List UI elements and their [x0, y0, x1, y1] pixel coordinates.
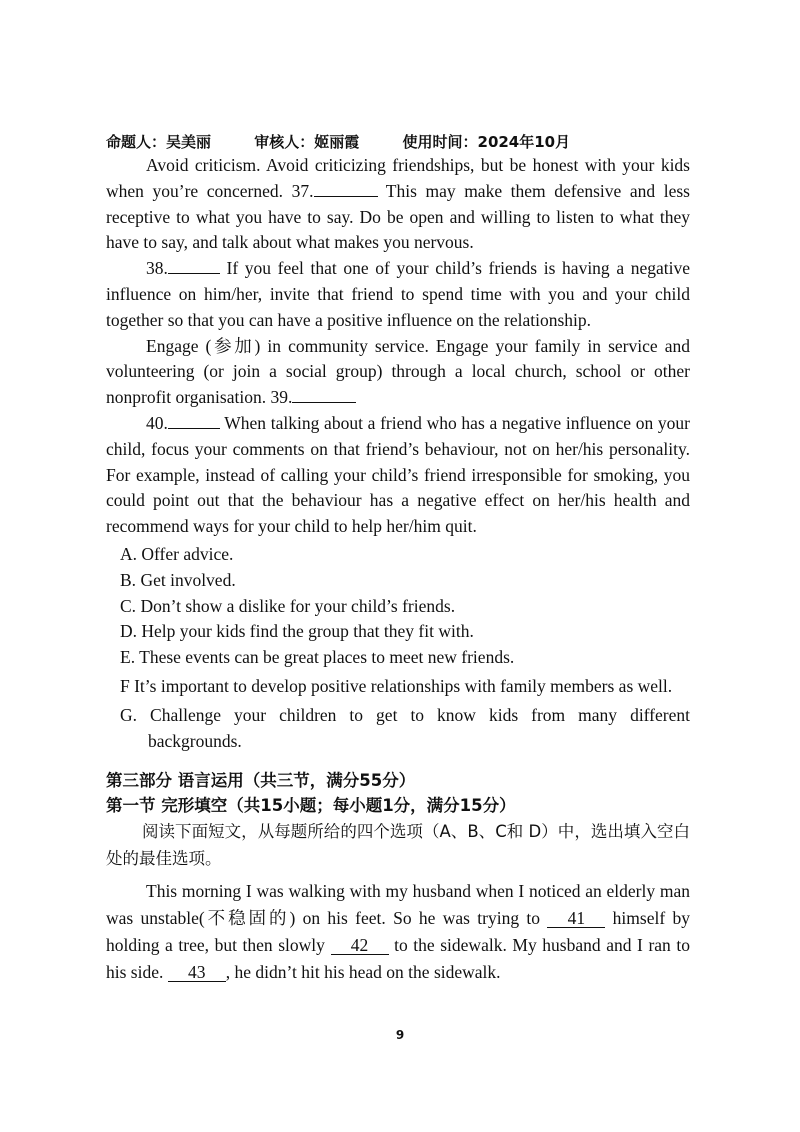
page-number: 9 [395, 1028, 405, 1042]
option-d: D. Help your kids find the group that they fit with. [120, 621, 474, 642]
option-b: B. Get involved. [120, 569, 236, 590]
answer-blank-38[interactable] [168, 257, 220, 274]
option-c: C. Don’t show a dislike for your child’s friends. [120, 595, 456, 616]
exam-header [106, 131, 706, 152]
paragraph-40: 40. When talking about a friend who has a negative influence on your child, focus your comments on that friend’s behaviour, not on her/his personality. For example, instead of calling your child’s friend irresponsible for smoking, you could point out that the behaviour has a negative effect on her/his health and recommend ways for your child to help her/him quit. [106, 412, 690, 537]
answer-blank-37[interactable] [314, 180, 378, 197]
answer-blank-39[interactable] [292, 386, 356, 403]
section-subtitle: 第一节 完形填空（共15小题；每小题1分，满分15分） [106, 796, 516, 816]
option-f: F It’s important to develop positive relationships with family members as well. [120, 675, 673, 696]
cloze-passage: This morning I was walking with my husband when I noticed an elderly man was unstable(不稳固的) on his feet. So he was trying to 41 himself by holding a tree, but then slowly 42 to the sidewalk. My husband and I ran to his side. 43 , he didn’t hit his head on the sidewalk. [106, 881, 691, 983]
option-a: A. Offer advice. [120, 543, 234, 564]
header-date: 使用时间：2024年10月 [402, 133, 571, 151]
page-content [106, 153, 690, 986]
section-instruction: 阅读下面短文，从每题所给的四个选项（A、B、C和 D）中，选出填入空白处的最佳选项。 [106, 822, 690, 869]
header-reviewer: 审核人：姬丽霞 [254, 133, 360, 151]
paragraph-39: Engage (参加) in community service. Engage your family in service and volunteering (or join a social group) through a local church, school or other nonprofit organisation. 39. [106, 335, 690, 408]
paragraph-38: 38. If you feel that one of your child’s friends is having a negative influence on him/her, invite that friend to spend time with you and your child together so that you can have a positive influence on the relationship. [106, 258, 690, 330]
option-list [106, 542, 690, 754]
answer-blank-40[interactable] [168, 412, 220, 429]
section-title: 第三部分 语言运用（共三节，满分55分） [106, 771, 416, 791]
cloze-blank-43[interactable]: 43 [168, 963, 226, 982]
cloze-blank-42[interactable]: 42 [331, 936, 389, 955]
paragraph-37: Avoid criticism. Avoid criticizing friendships, but be honest with your kids when you’re concerned. 37. This may make them defensive and less receptive to what you have to say. Do be open and willing to listen to what they have to say, and talk about what makes you nervous. [106, 155, 690, 253]
cloze-blank-41[interactable]: 41 [547, 909, 605, 928]
header-author: 命题人：吴美丽 [106, 133, 212, 151]
option-e: E. These events can be great places to meet new friends. [120, 647, 515, 668]
option-g: G. Challenge your children to get to know kids from many different backgrounds. [120, 704, 690, 751]
